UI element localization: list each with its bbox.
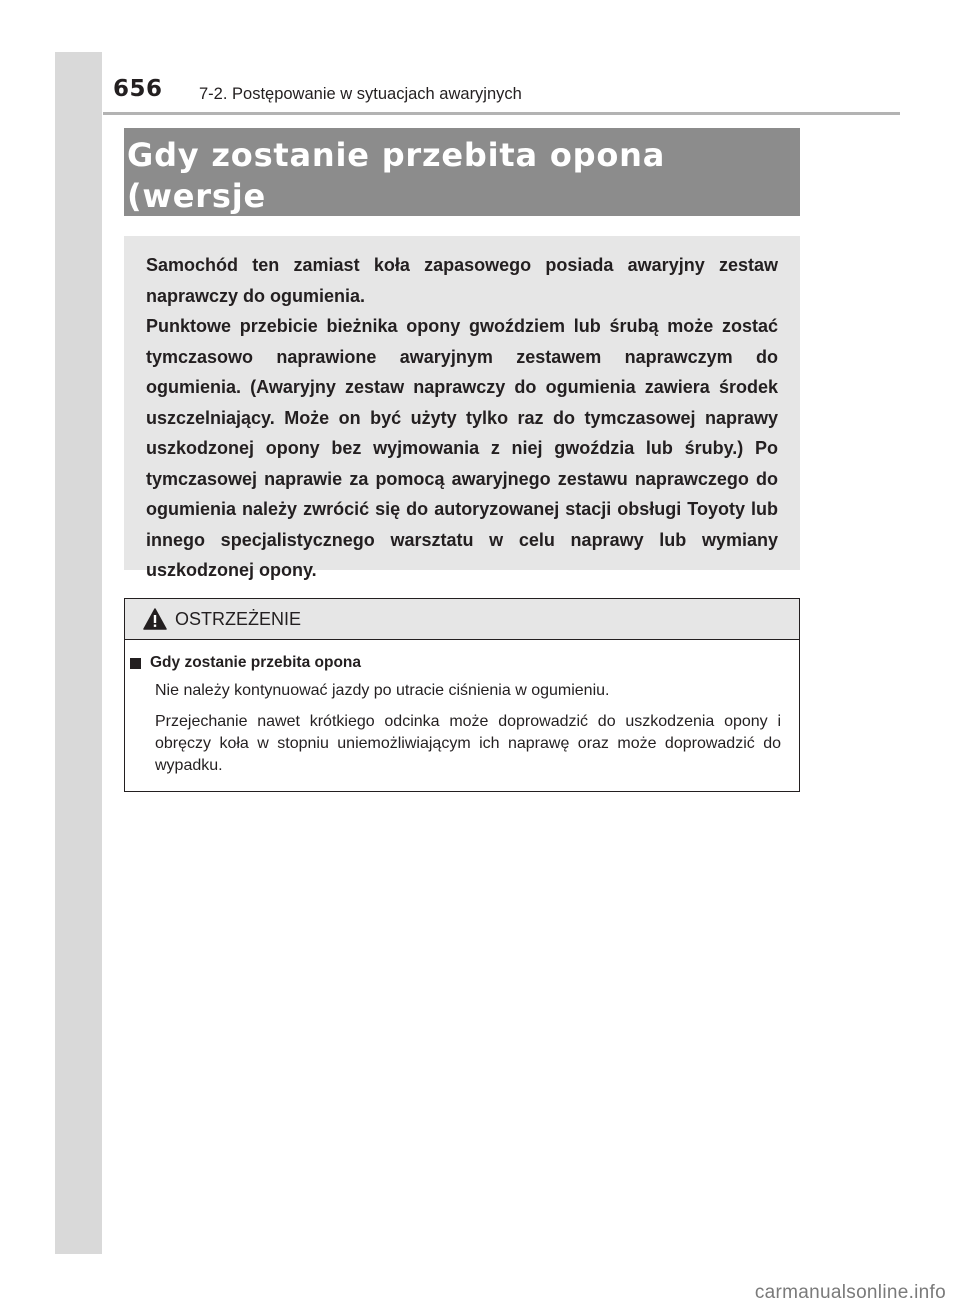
watermark: carmanualsonline.info [754,1282,946,1303]
warning-header [125,599,799,640]
warning-item-title-text: Gdy zostanie przebita opona [150,654,361,671]
warning-box [124,598,800,792]
intro-box [124,236,800,580]
warning-item-title [130,652,781,674]
warning-text-1: Nie należy kontynuować jazdy po utracie ciśnienia w ogumieniu. [155,682,610,699]
intro-paragraph-1: Samochód ten zamiast koła zapasowego posiada awaryjny zestaw naprawczy do ogumienia. [146,255,778,306]
page-number: 656 [113,76,163,102]
side-tab [55,52,102,1254]
warning-text-2: Przejechanie nawet krótkiego odcinka może doprowadzić do uszkodzenia opony i obręczy koła w stopniu uniemożliwiającym ich naprawę oraz może doprowadzić do wypadku. [155,713,781,774]
square-bullet-icon [130,658,141,669]
page-title-line1: Gdy zostanie przebita opona (wersje [127,136,666,215]
warning-triangle-icon [143,608,167,630]
intro-paragraph-2: Punktowe przebicie bieżnika opony gwoździem lub śrubą może zostać tymczasowo naprawione awaryjnym zestawem naprawczym do ogumienia. (Awaryjny zestaw naprawczy do ogumienia zawiera środek uszczelniający. Może on być użyty tylko raz do tymczasowej naprawy uszkodzonej opony bez wyjmowania z niej gwoździa lub śruby.) Po tymczasowej naprawie za pomocą awaryjnego zestawu naprawczego do ogumienia należy zwrócić się do autoryzowanej stacji obsługi Toyoty lub innego specjalistycznego warsztatu w celu naprawy lub wymiany uszkodzonej opony. [146,316,778,580]
warning-body [125,640,799,777]
warning-label: OSTRZEŻENIE [175,609,302,629]
section-title: 7-2. Postępowanie w sytuacjach awaryjnych [199,85,522,103]
header-divider [103,112,900,115]
title-banner [124,128,800,216]
